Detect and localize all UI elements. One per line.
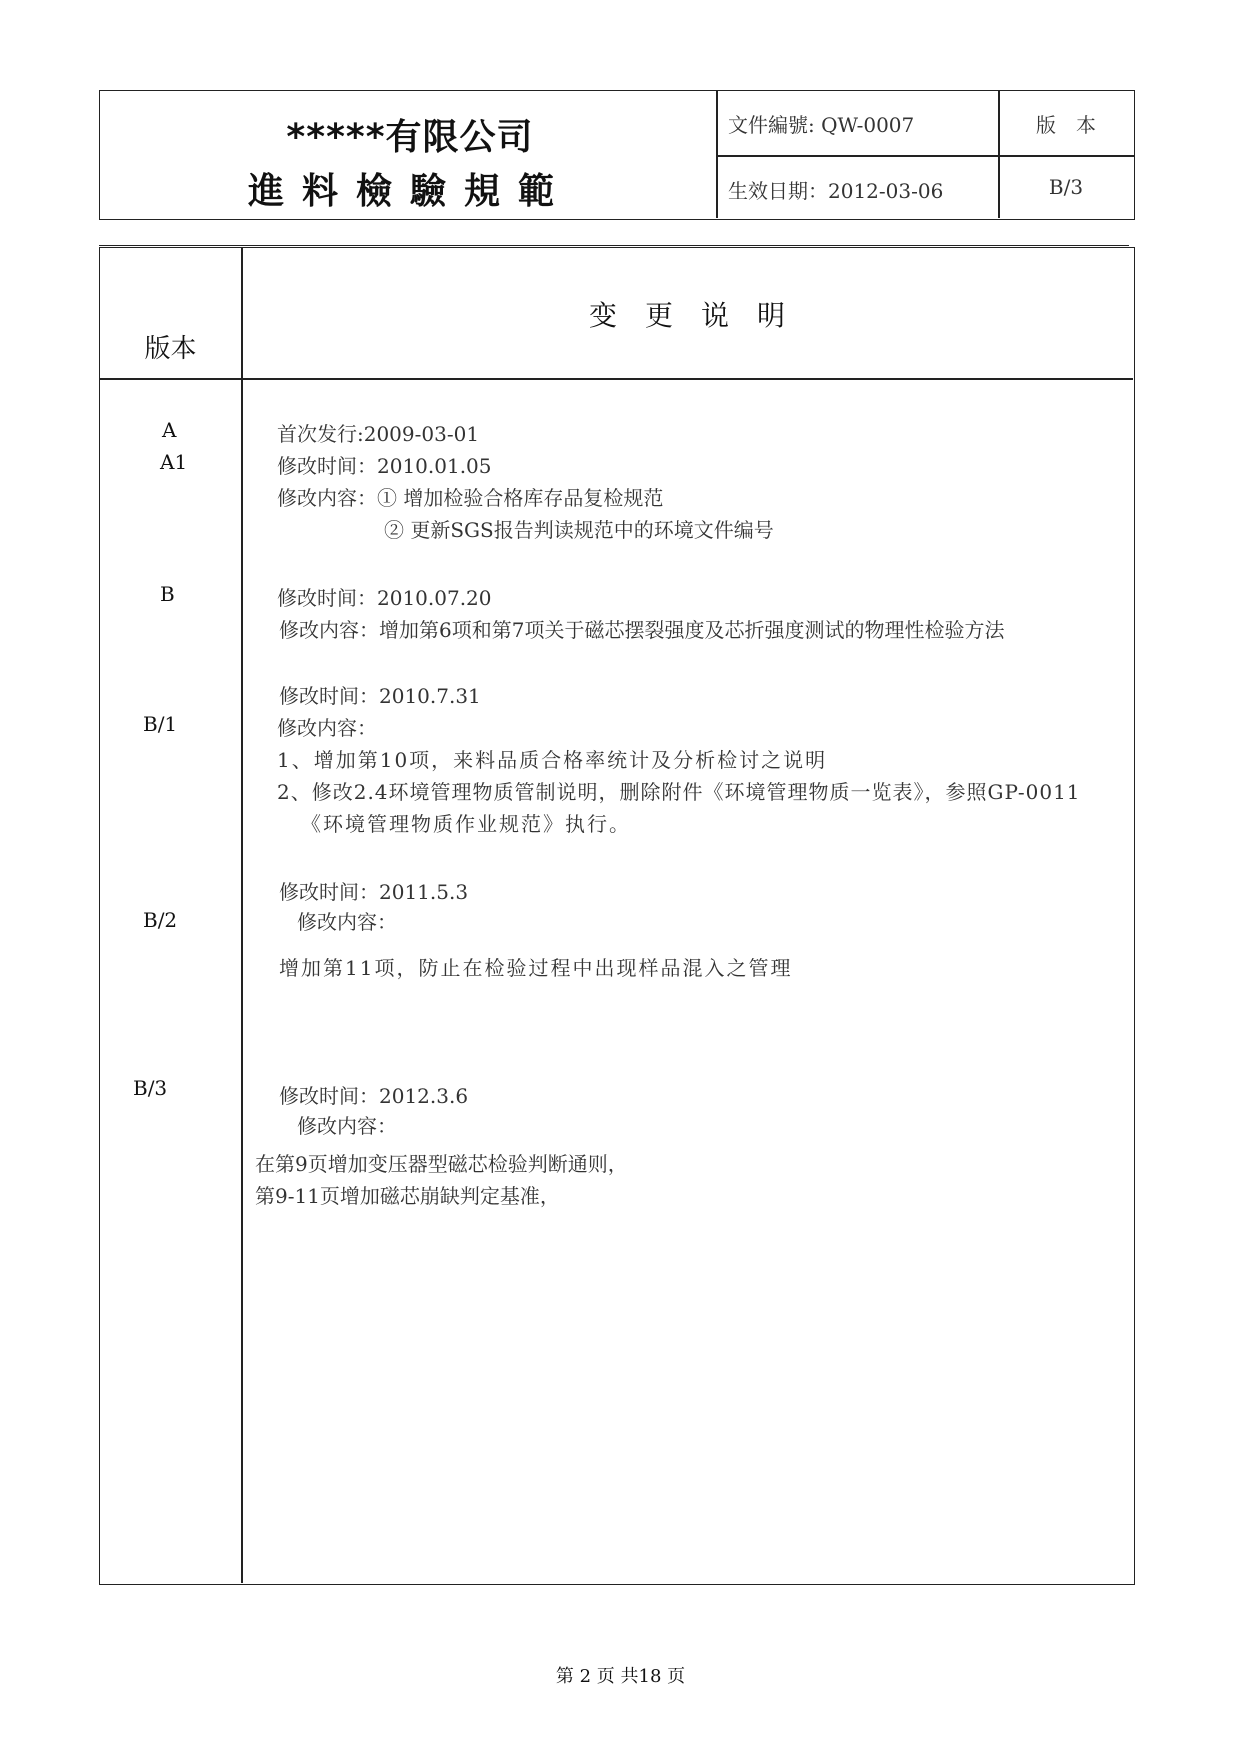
effective-date: 生效日期：2012-03-06 — [728, 179, 944, 203]
document-header — [99, 90, 1135, 220]
change-line: 修改内容： — [297, 910, 397, 934]
company-name: *****有限公司 — [286, 117, 534, 158]
separator-line — [99, 245, 1129, 246]
version-cell: B/1 — [143, 712, 178, 736]
version-cell: A — [162, 418, 177, 442]
change-line: 2、修改2.4环境管理物质管制说明，删除附件《环境管理物质一览表》，参照GP-0011 — [277, 780, 1081, 804]
column-header-change: 变 更 说 明 — [588, 299, 785, 332]
row-divider — [100, 378, 1133, 380]
change-line: 修改内容：① 增加检验合格库存品复检规范 — [277, 486, 664, 510]
change-line: 1、增加第10项，来料品质合格率统计及分析检讨之说明 — [277, 748, 828, 772]
document-title: 進料檢驗規範 — [247, 171, 572, 212]
change-line: 增加第11项，防止在检验过程中出现样品混入之管理 — [279, 956, 793, 980]
header-divider — [716, 155, 1134, 157]
version-cell: B/2 — [143, 908, 178, 932]
version-value: B/3 — [1048, 175, 1084, 199]
change-line: 修改时间：2010.07.20 — [277, 586, 492, 610]
version-cell: B — [160, 582, 175, 606]
doc-number: 文件編號: QW-0007 — [728, 113, 915, 137]
page-number: 第 2 页 共18 页 — [555, 1666, 686, 1687]
version-label: 版 本 — [1036, 113, 1096, 137]
change-log-table — [99, 247, 1135, 1585]
column-divider — [241, 248, 243, 1583]
column-header-version: 版本 — [144, 334, 197, 364]
change-line: 修改时间：2010.01.05 — [277, 454, 492, 478]
change-line: 修改内容： — [277, 716, 377, 740]
change-line: 修改时间：2011.5.3 — [279, 880, 469, 904]
change-line: ② 更新SGS报告判读规范中的环境文件编号 — [384, 518, 774, 542]
change-line: 修改时间：2012.3.6 — [279, 1084, 469, 1108]
version-cell: A1 — [160, 450, 188, 474]
change-line: 在第9页增加变压器型磁芯检验判断通则， — [255, 1152, 628, 1176]
change-line: 《环境管理物质作业规范》执行。 — [301, 812, 631, 836]
change-line: 首次发行:2009-03-01 — [277, 422, 480, 446]
version-cell: B/3 — [133, 1076, 168, 1100]
change-line: 修改内容： — [297, 1114, 397, 1138]
change-line: 修改内容：增加第6项和第7项关于磁芯摆裂强度及芯折强度测试的物理性检验方法 — [279, 618, 1005, 642]
change-line: 第9-11页增加磁芯崩缺判定基准， — [255, 1184, 560, 1208]
change-line: 修改时间：2010.7.31 — [279, 684, 481, 708]
